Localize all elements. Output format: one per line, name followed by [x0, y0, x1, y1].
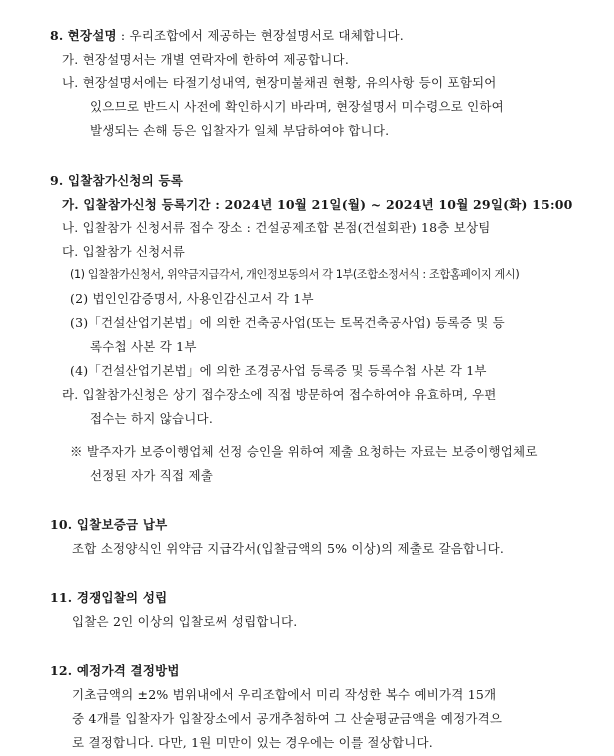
section-9-heading: 9. 입찰참가신청의 등록	[50, 173, 184, 188]
section-9-item-ra-line1: 라. 입찰참가신청은 상기 접수장소에 직접 방문하여 접수하여야 유효하며, 우편	[62, 387, 497, 402]
section-9-subitem-2: (2) 법인인감증명서, 사용인감신고서 각 1부	[70, 291, 314, 306]
section-10-heading: 10. 입찰보증금 납부	[50, 517, 168, 532]
section-9-item-na: 나. 입찰참가 신청서류 접수 장소 : 건설공제조합 본점(건설회관) 18층 보상팀	[62, 220, 491, 235]
section-9-subitem-4: (4)「건설산업기본법」에 의한 조경공사업 등록증 및 등록수첩 사본 각 1부	[70, 363, 487, 378]
section-9-subitem-3-line1: (3)「건설산업기본법」에 의한 건축공사업(또는 토목건축공사업) 등록증 및 등	[70, 315, 505, 330]
section-9-subitem-1: (1) 입찰참가신청서, 위약금지급각서, 개인정보동의서 각 1부(조합소정서식 : 조합홈페이지 게시)	[70, 268, 520, 281]
section-10-body: 조합 소정양식인 위약금 지급각서(입찰금액의 5% 이상)의 제출로 갈음합니다.	[72, 541, 505, 556]
section-8-number: 8.	[50, 28, 64, 43]
section-8-title: 현장설명	[67, 28, 117, 43]
section-9-note-line2: 선정된 자가 직접 제출	[90, 468, 213, 483]
section-12-body-line3: 로 결정합니다. 다만, 1원 미만이 있는 경우에는 이를 절상합니다.	[72, 735, 433, 750]
section-8-item-na-line2: 있으므로 반드시 사전에 확인하시기 바라며, 현장설명서 미수령으로 인하여	[90, 99, 504, 114]
section-9-item-ra-line2: 접수는 하지 않습니다.	[90, 411, 213, 426]
section-12-body-line1: 기초금액의 ±2% 범위내에서 우리조합에서 미리 작성한 복수 예비가격 15개	[72, 687, 497, 702]
section-8-heading	[50, 27, 404, 45]
section-9-item-da: 다. 입찰참가 신청서류	[62, 244, 185, 259]
section-12-body-line2: 중 4개를 입찰자가 입찰장소에서 공개추첨하여 그 산술평균금액을 예정가격으	[72, 711, 503, 726]
section-11-body: 입찰은 2인 이상의 입찰로써 성립합니다.	[72, 614, 298, 629]
section-8-item-na-line1: 나. 현장설명서에는 타절기성내역, 현장미불채권 현황, 유의사항 등이 포함되어	[62, 75, 497, 90]
section-11-heading: 11. 경쟁입찰의 성립	[50, 590, 168, 605]
section-12-heading: 12. 예정가격 결정방법	[50, 663, 180, 678]
section-8-item-na-line3: 발생되는 손해 등은 입찰자가 일체 부담하여야 합니다.	[90, 123, 390, 138]
section-9-item-ga: 가. 입찰참가신청 등록기간 : 2024년 10월 21일(월) ~ 2024년 10월 29일(화) 15:00	[62, 197, 573, 212]
section-8-title-rest: : 우리조합에서 제공하는 현장설명서로 대체합니다.	[116, 28, 404, 43]
section-9-note-line1: ※ 발주자가 보증이행업체 선정 승인을 위하여 제출 요청하는 자료는 보증이행업체로	[70, 444, 538, 459]
section-8-item-ga: 가. 현장설명서는 개별 연락자에 한하여 제공합니다.	[62, 52, 349, 67]
section-9-subitem-3-line2: 록수첩 사본 각 1부	[90, 339, 197, 354]
